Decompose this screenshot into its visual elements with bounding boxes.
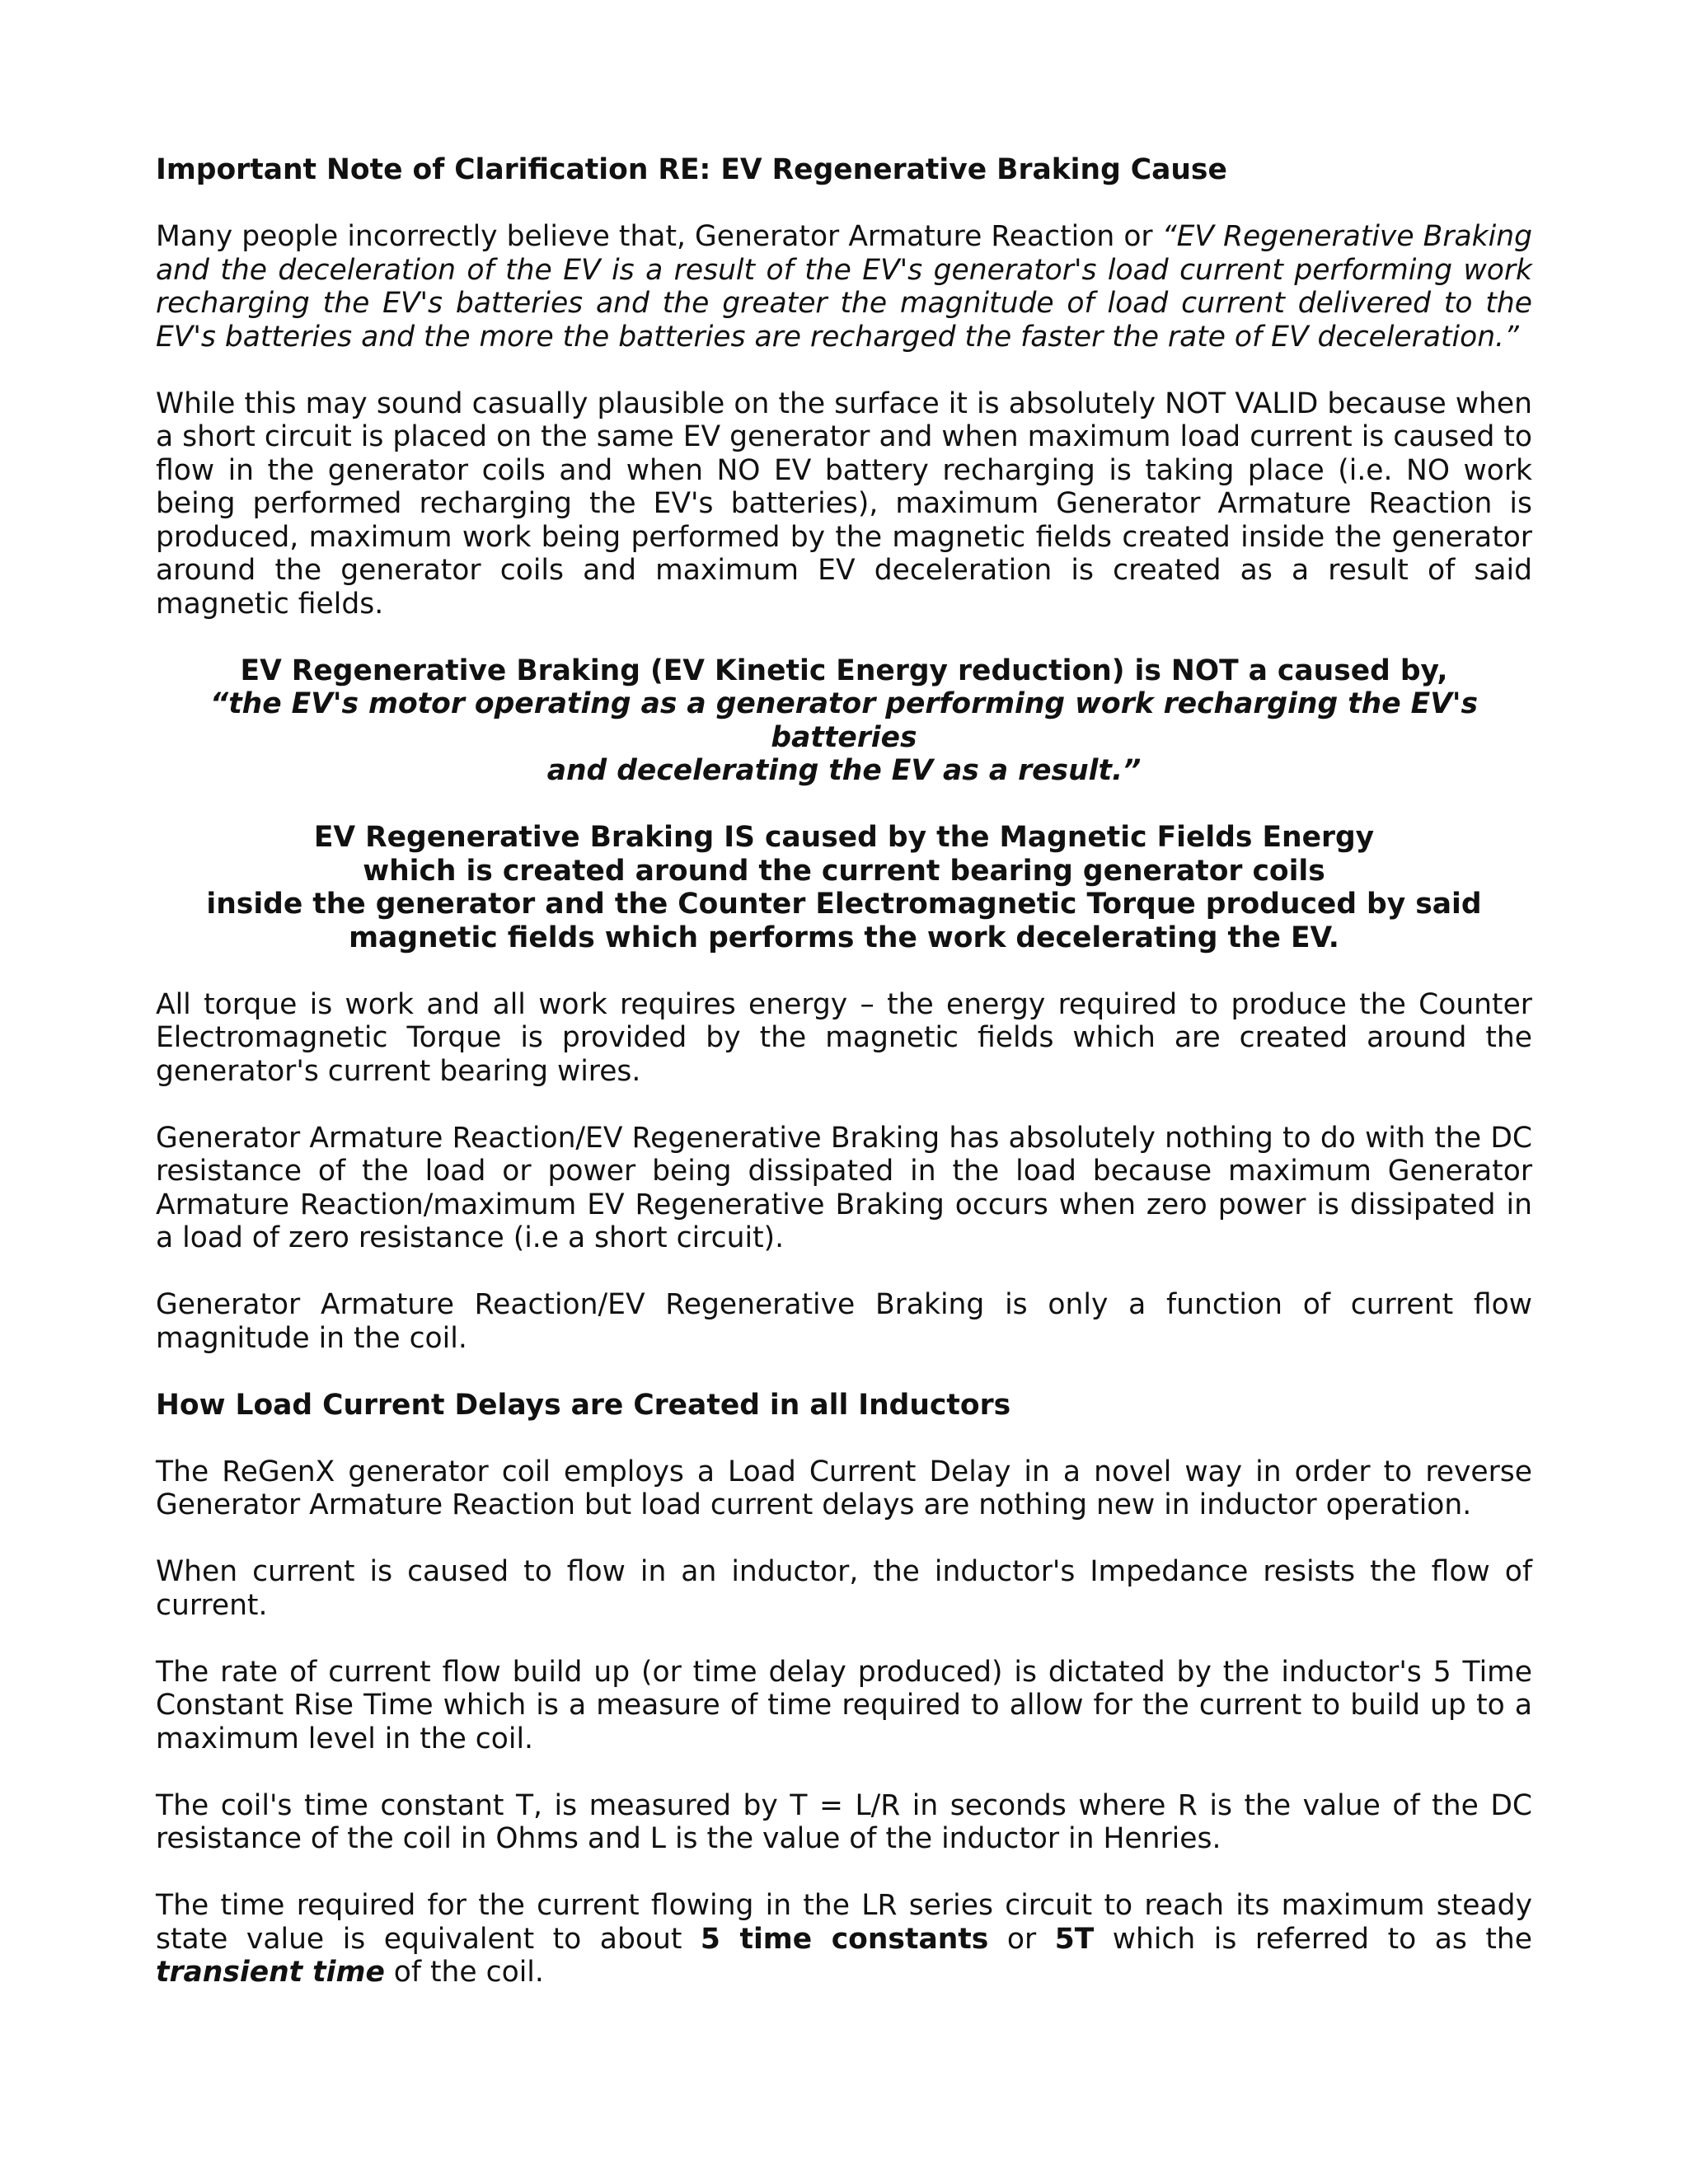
centered-line: “the EV's motor operating as a generator performing work recharging the EV's batteries [209,687,1479,754]
bold-five-time-constants: 5 time constants [700,1922,989,1956]
paragraph-not-valid: While this may sound casually plausible on the surface it is absolutely NOT VALID because when a short circuit is placed on the same EV generator and when maximum load current is caused to flow in the generator coils and when NO EV battery recharging is taking place (i.e. NO work being performed recharging the EV's batteries), maximum Generator Armature Reaction is produced, maximum work being performed by the magnetic fields created inside the generator around the generator coils and maximum EV deceleration is created as a result of said magnetic fields. [156,387,1532,621]
centered-line: which is created around the current bearing generator coils [363,854,1325,888]
paragraph-impedance: When current is caused to flow in an inductor, the inductor's Impedance resists the flow of current. [156,1555,1532,1622]
centered-line: magnetic fields which performs the work decelerating the EV. [349,921,1339,954]
heading-load-current-delays: How Load Current Delays are Created in all Inductors [156,1388,1011,1422]
centered-statement-is-caused [156,821,1532,954]
paragraph-dc-resistance: Generator Armature Reaction/EV Regenerative Braking has absolutely nothing to do with the DC resistance of the load or power being dissipated in the load because maximum Generator Armature Reaction/maximum EV Regenerative Braking occurs when zero power is dissipated in a load of zero resistance (i.e a short circuit). [156,1121,1532,1254]
centered-line: EV Regenerative Braking (EV Kinetic Energy reduction) is NOT a caused by, [240,654,1448,687]
text-run: or [988,1922,1055,1956]
centered-line: inside the generator and the Counter Electromagnetic Torque produced by said [206,888,1482,921]
centered-statement-not-caused [156,654,1532,788]
text-run: The time required for the current flowing in the LR series circuit to reach its maximum steady state value is equivalent to about [156,1889,1532,1956]
paragraph-torque-energy: All torque is work and all work requires energy – the energy required to produce the Counter Electromagnetic Torque is provided by the magnetic fields which are created around the generator's current bearing wires. [156,987,1532,1088]
paragraph-time-constant: The coil's time constant T, is measured by T = L/R in seconds where R is the value of the DC resistance of the coil in Ohms and L is the value of the inductor in Henries. [156,1788,1532,1855]
centered-line: EV Regenerative Braking IS caused by the Magnetic Fields Energy [313,821,1375,854]
heading-clarification: Important Note of Clarification RE: EV Regenerative Braking Cause [156,153,1227,186]
bold-5t: 5T [1054,1922,1095,1956]
centered-line: and decelerating the EV as a result.” [546,754,1142,787]
bold-italic-transient-time: transient time [156,1956,385,1989]
paragraph-regenx-coil: The ReGenX generator coil employs a Load Current Delay in a novel way in order to reverse Generator Armature Reaction but load current delays are nothing new in inductor operation. [156,1455,1532,1521]
paragraph-misconception [156,220,1532,354]
paragraph-transient-time [156,1889,1532,1990]
paragraph-current-magnitude: Generator Armature Reaction/EV Regenerative Braking is only a function of current flow magnitude in the coil. [156,1288,1532,1355]
paragraph-rise-time: The rate of current flow build up (or time delay produced) is dictated by the inductor's 5 Time Constant Rise Time which is a measure of time required to allow for the current to build up to a maximum level in the coil. [156,1655,1532,1755]
misconception-quote: “EV Regenerative Braking and the deceleration of the EV is a result of the EV's generator's load current performing work recharging the EV's batteries and the greater the magnitude of load current delivered to the EV's batteries and the more the batteries are recharged the faster the rate of EV deceleration.” [156,220,1532,354]
text-run: which is referred to as the [1094,1922,1532,1956]
text-run: of the coil. [384,1956,544,1989]
paragraph-misconception-lead: Many people incorrectly believe that, Generator Armature Reaction or [156,220,1162,253]
